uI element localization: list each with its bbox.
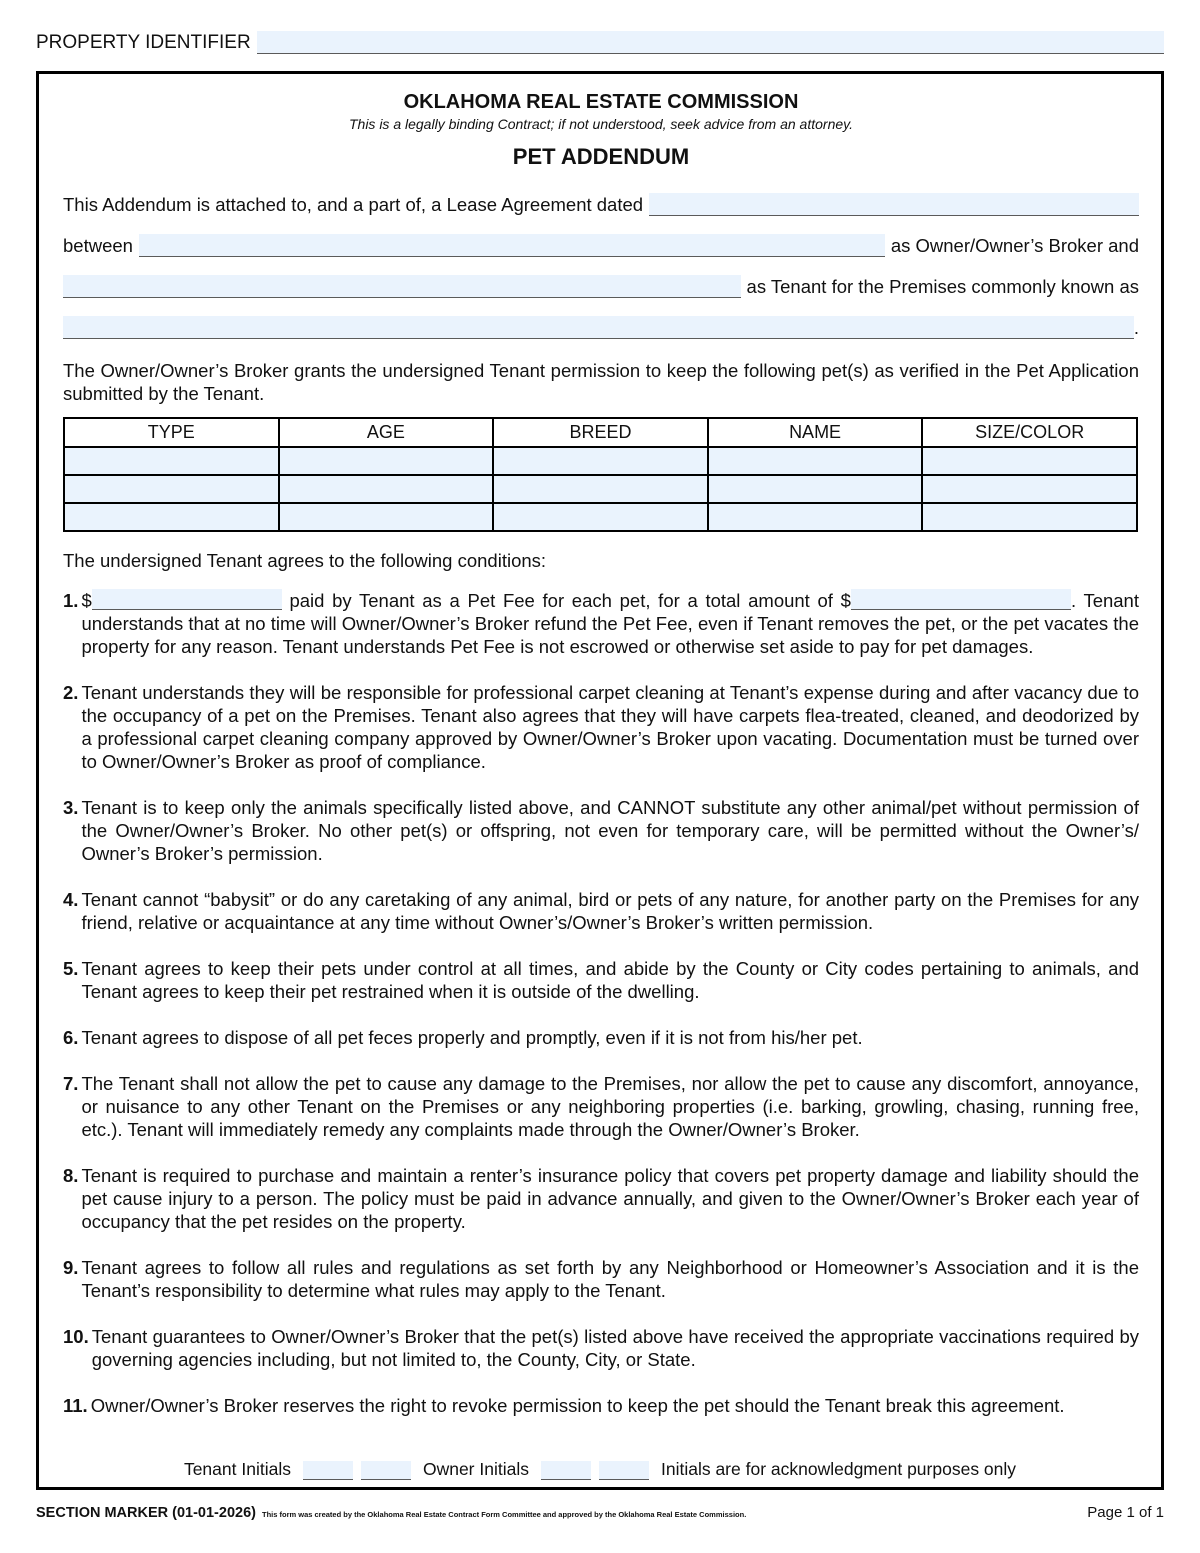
owner-initials-field-1[interactable] <box>541 1461 591 1480</box>
condition-item-7 <box>63 1072 1139 1141</box>
col-type: TYPE <box>64 418 279 447</box>
binding-note: This is a legally binding Contract; if not understood, seek advice from an attorney. <box>348 116 853 132</box>
col-age: AGE <box>279 418 494 447</box>
form-creation-note: This form was created by the Oklahoma Real Estate Contract Form Committee and approved by the Oklahoma Real Estate Commission. <box>261 1510 747 1519</box>
premises-period: . <box>1133 317 1139 338</box>
pet-cell[interactable] <box>708 475 923 503</box>
pet-cell[interactable] <box>493 447 708 475</box>
item-text: Tenant is required to purchase and maintain a renter’s insurance policy that covers pet property damage and liability should the pet cause injury to a person. The policy must be paid in advance annually, and given to the Owner/Owner’s Broker each year of occupancy that the pet resides on the property. <box>81 1165 1139 1232</box>
item-number: 5. <box>63 958 79 979</box>
owner-row <box>63 231 1139 257</box>
item-number: 10. <box>63 1326 89 1347</box>
item-number: 6. <box>63 1027 79 1048</box>
property-identifier-field[interactable] <box>257 31 1164 54</box>
item-number: 11. <box>63 1395 88 1416</box>
condition-item-1 <box>63 589 1139 658</box>
condition-item-5 <box>63 957 1139 1003</box>
pet-cell[interactable] <box>279 447 494 475</box>
total-amount-field[interactable] <box>851 589 1071 610</box>
form-frame <box>36 71 1164 1490</box>
pet-cell[interactable] <box>64 475 279 503</box>
table-row <box>64 503 1137 531</box>
owner-initials-label: Owner Initials <box>422 1459 529 1479</box>
premises-field[interactable] <box>63 316 1134 339</box>
table-row <box>64 447 1137 475</box>
tenant-name-field[interactable] <box>63 275 741 298</box>
item-text: Tenant agrees to keep their pets under control at all times, and abide by the County or City codes pertaining to animals, and Tenant agrees to keep their pet restrained when it is outside of the dwelling. <box>81 958 1139 1002</box>
pet-cell[interactable] <box>493 503 708 531</box>
pet-cell[interactable] <box>279 503 494 531</box>
owner-initials-field-2[interactable] <box>599 1461 649 1480</box>
item-number: 2. <box>63 682 79 703</box>
col-breed: BREED <box>493 418 708 447</box>
lease-date-label: This Addendum is attached to, and a part of, a Lease Agreement dated <box>63 194 644 215</box>
dollar-sign: $ <box>81 590 92 611</box>
item-text: The Tenant shall not allow the pet to cause any damage to the Premises, nor allow the pet to cause any discomfort, annoyance, or nuisance to any other Tenant on the Premises or any neighboring properties (i.e. barking, growling, chasing, running free, etc.). Tenant will immediately remedy any complaints made through the Owner/Owner’s Broker. <box>81 1073 1139 1140</box>
pet-cell[interactable] <box>64 503 279 531</box>
pet-cell[interactable] <box>708 503 923 531</box>
item-text <box>81 589 1139 658</box>
item-text: Tenant understands they will be responsible for professional carpet cleaning at Tenant’s expense during and after vacancy due to the occupancy of a pet on the Premises. Tenant also agrees that they will have carpets flea-treated, cleaned, and deodorized by a professional carpet cleaning company approved by Owner/Owner’s Broker upon vacating. Documentation must be turned over to Owner/Owner’s Broker as proof of compliance. <box>81 682 1139 772</box>
condition-item-6 <box>63 1026 1139 1049</box>
pet-table-header <box>64 418 1137 447</box>
col-name: NAME <box>708 418 923 447</box>
pet-cell[interactable] <box>922 503 1137 531</box>
tenant-suffix-label: as Tenant for the Premises commonly known as <box>746 276 1139 297</box>
item-text: Tenant cannot “babysit” or do any caretaking of any animal, bird or pets of any nature, for another party on the Premises for any friend, relative or acquaintance at any time without Owner’s/Owner’s Broker’s written permission. <box>81 889 1139 933</box>
form-body <box>63 74 1139 1417</box>
tenant-initials-field-2[interactable] <box>361 1461 411 1480</box>
initials-row <box>39 1459 1161 1480</box>
intro-paragraph: The Owner/Owner’s Broker grants the undersigned Tenant permission to keep the following pet(s) as verified in the Pet Application submitted by the Tenant. <box>63 360 1139 404</box>
page-footer <box>36 1504 1164 1521</box>
condition-item-3 <box>63 796 1139 865</box>
item-text: Owner/Owner’s Broker reserves the right to revoke permission to keep the pet should the Tenant break this agreement. <box>90 1395 1065 1416</box>
pet-cell[interactable] <box>64 447 279 475</box>
pet-cell[interactable] <box>279 475 494 503</box>
item-text: Tenant is to keep only the animals specifically listed above, and CANNOT substitute any other animal/pet without permission of the Owner/Owner’s Broker. No other pet(s) or offspring, not even for temporary care, will be permitted without the Owner’s/ Owner’s Broker’s permission. <box>81 797 1139 864</box>
commission-title: OKLAHOMA REAL ESTATE COMMISSION <box>403 91 799 113</box>
lease-date-row <box>63 190 1139 216</box>
item1-text-a: paid by Tenant as a Pet Fee for each pet, for a total amount of $ <box>289 590 851 611</box>
pet-fee-field[interactable] <box>92 589 282 610</box>
owner-suffix-label: as Owner/Owner’s Broker and <box>890 235 1139 256</box>
property-identifier-label: PROPERTY IDENTIFIER <box>36 32 251 53</box>
condition-item-4 <box>63 888 1139 934</box>
pet-cell[interactable] <box>708 447 923 475</box>
condition-item-9 <box>63 1256 1139 1302</box>
item-text: Tenant agrees to dispose of all pet feces properly and promptly, even if it is not from his/her pet. <box>81 1027 863 1048</box>
page-number: Page 1 of 1 <box>1087 1504 1164 1521</box>
owner-name-field[interactable] <box>139 234 885 257</box>
item-text: Tenant guarantees to Owner/Owner’s Broker that the pet(s) listed above have received the appropriate vaccinations required by governing agencies including, but not limited to, the County, City, or State. <box>91 1326 1139 1370</box>
between-label: between <box>63 235 133 256</box>
tenant-initials-field-1[interactable] <box>303 1461 353 1480</box>
tenant-row <box>63 272 1139 298</box>
condition-item-2 <box>63 681 1139 773</box>
lease-date-field[interactable] <box>649 193 1139 216</box>
pet-cell[interactable] <box>922 447 1137 475</box>
conditions-lead: The undersigned Tenant agrees to the following conditions: <box>63 550 547 571</box>
table-row <box>64 475 1137 503</box>
item-number: 3. <box>63 797 79 818</box>
condition-item-11 <box>63 1394 1139 1417</box>
item-number: 1. <box>63 590 79 611</box>
pet-cell[interactable] <box>922 475 1137 503</box>
item-number: 7. <box>63 1073 79 1094</box>
item-number: 4. <box>63 889 79 910</box>
item1-text-b: . Tenant understands that at no time will Owner/Owner’s Broker refund the Pet Fee, even if Tenant removes the pet, or the pet vacates the property for any reason. Tenant understands Pet Fee is not escrowed or otherwise set aside to pay for pet damages. <box>81 590 1139 657</box>
item-number: 8. <box>63 1165 79 1186</box>
col-size-color: SIZE/COLOR <box>922 418 1137 447</box>
premises-row <box>63 313 1139 339</box>
tenant-initials-label: Tenant Initials <box>183 1459 291 1479</box>
section-marker: SECTION MARKER (01-01-2026) <box>36 1505 256 1521</box>
initials-note: Initials are for acknowledgment purposes only <box>660 1459 1017 1479</box>
condition-item-10 <box>63 1325 1139 1371</box>
condition-item-8 <box>63 1164 1139 1233</box>
pet-cell[interactable] <box>493 475 708 503</box>
item-text: Tenant agrees to follow all rules and regulations as set forth by any Neighborhood or Homeowner’s Association and it is the Tenant’s responsibility to determine what rules may apply to the Tenant. <box>81 1257 1139 1301</box>
item-number: 9. <box>63 1257 79 1278</box>
property-identifier-row <box>36 30 1164 54</box>
pet-table <box>63 417 1138 532</box>
document-title: PET ADDENDUM <box>512 144 690 169</box>
